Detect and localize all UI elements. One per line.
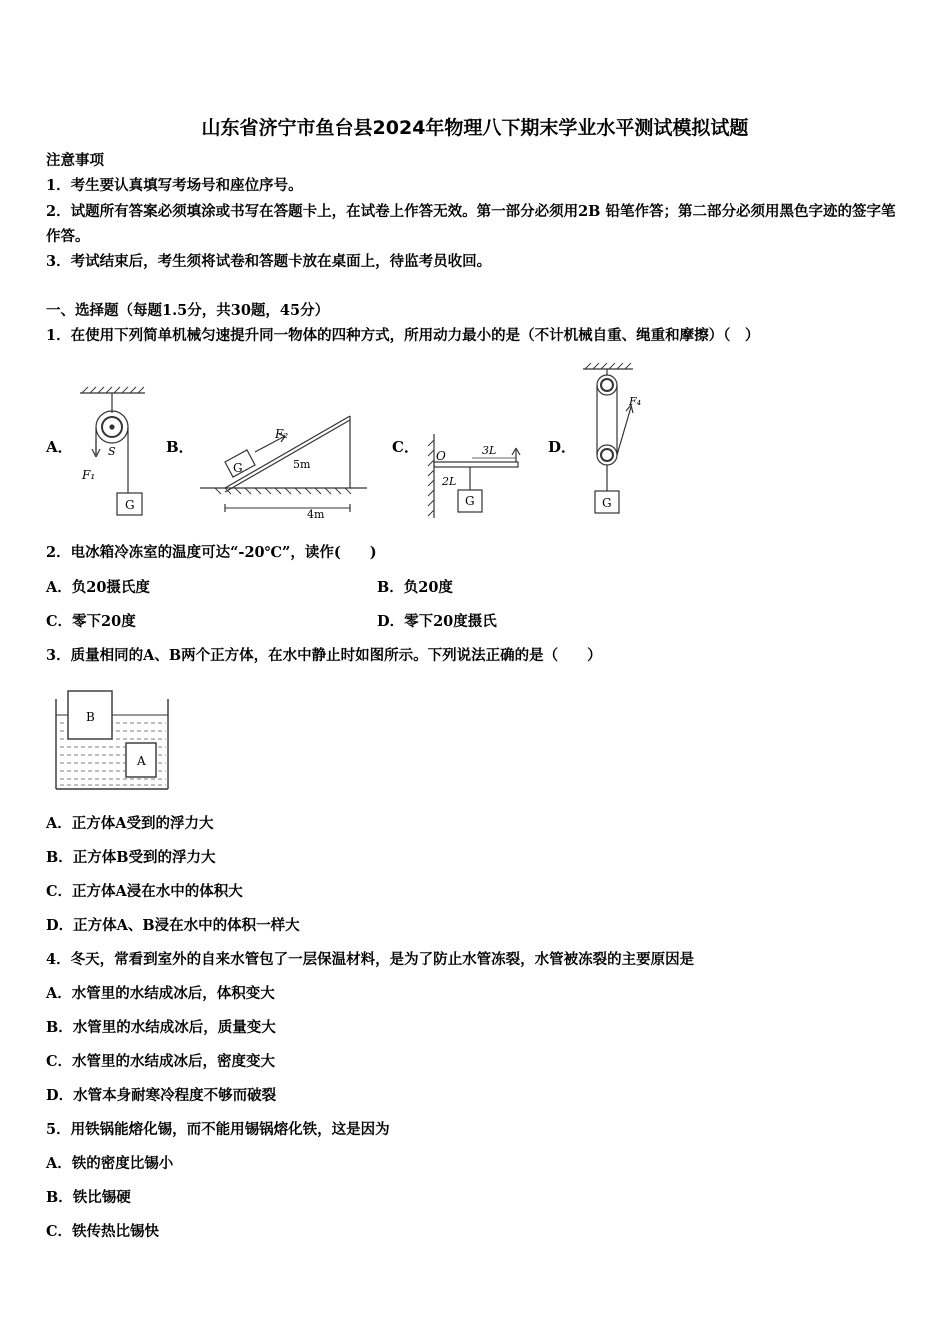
q1a-s-label: S <box>108 445 116 458</box>
q3-option-d: D．正方体A、B浸在水中的体积一样大 <box>46 917 300 934</box>
q4-option-a: A．水管里的水结成冰后，体积变大 <box>46 985 275 1002</box>
q1-figure-c <box>420 430 530 522</box>
q1b-length-5m: 5m <box>293 458 311 471</box>
q4-option-b: B．水管里的水结成冰后，质量变大 <box>46 1019 276 1036</box>
q3-cube-b-label: B <box>86 710 95 724</box>
q1c-3l-label: 3L <box>482 444 497 457</box>
q1-option-c-label: C． <box>392 438 419 456</box>
q1c-pivot-label: O <box>436 449 446 463</box>
q1b-weight-label: G <box>233 461 243 475</box>
q4-option-d: D．水管本身耐寒冷程度不够而破裂 <box>46 1087 277 1104</box>
q1-figure-b <box>195 410 375 522</box>
q1d-weight-label: G <box>602 496 612 510</box>
q3-figure <box>50 685 180 795</box>
q1a-weight-label: G <box>125 498 135 512</box>
q3-option-c: C．正方体A浸在水中的体积大 <box>46 883 243 900</box>
q1-stem: 1．在使用下列简单机械匀速提升同一物体的四种方式，所用动力最小的是（不计机械自重、绳重和摩擦）（ ） <box>46 327 760 344</box>
q1b-length-4m: 4m <box>307 508 325 521</box>
q2-option-b: B．负20度 <box>377 579 453 596</box>
note-item-1: 1．考生要认真填写考场号和座位序号。 <box>46 177 303 194</box>
q3-option-b: B．正方体B受到的浮力大 <box>46 849 216 866</box>
note-item-2: 2．试题所有答案必须填涂或书写在答题卡上，在试卷上作答无效。第一部分必须用2B 铅笔作答；第二部分必须用黑色字迹的签字笔作答。 <box>46 203 896 245</box>
q2-option-c: C．零下20度 <box>46 613 136 630</box>
q1-option-a-label: A． <box>46 438 73 456</box>
q1a-f1-label: F₁ <box>82 468 96 482</box>
section-heading: 一、选择题（每题1.5分，共30题，45分） <box>46 302 330 319</box>
q2-stem: 2．电冰箱冷冻室的温度可达“-20℃”，读作( ) <box>46 544 377 561</box>
q1-figure-a <box>70 385 160 520</box>
q1c-weight-label: G <box>465 494 475 508</box>
q2-option-d: D．零下20度摄氏 <box>377 613 497 630</box>
notes-heading: 注意事项 <box>46 152 104 169</box>
q5-option-a: A．铁的密度比锡小 <box>46 1155 174 1172</box>
q3-cube-a-label: A <box>137 754 146 768</box>
q1-option-d-label: D． <box>548 438 577 456</box>
q1c-2l-label: 2L <box>442 475 457 488</box>
q3-option-a: A．正方体A受到的浮力大 <box>46 815 214 832</box>
q1-figure-d <box>575 363 665 523</box>
q5-option-b: B．铁比锡硬 <box>46 1189 131 1206</box>
q5-stem: 5．用铁锅能熔化锡，而不能用锡锅熔化铁，这是因为 <box>46 1121 390 1138</box>
q1d-f4-label: F₄ <box>629 395 642 408</box>
q4-stem: 4．冬天，常看到室外的自来水管包了一层保温材料，是为了防止水管冻裂，水管被冻裂的主要原因是 <box>46 951 695 968</box>
q5-option-c: C．铁传热比锡快 <box>46 1223 160 1240</box>
q4-option-c: C．水管里的水结成冰后，密度变大 <box>46 1053 276 1070</box>
q1-option-b-label: B． <box>166 438 194 456</box>
q3-stem: 3．质量相同的A、B两个正方体，在水中静止时如图所示。下列说法正确的是（ ） <box>46 647 602 664</box>
page-title: 山东省济宁市鱼台县2024年物理八下期末学业水平测试模拟试题 <box>201 117 749 139</box>
q1b-f2-label: F₂ <box>275 427 289 441</box>
note-item-3: 3．考试结束后，考生须将试卷和答题卡放在桌面上，待监考员收回。 <box>46 253 492 270</box>
q2-option-a: A．负20摄氏度 <box>46 579 150 596</box>
